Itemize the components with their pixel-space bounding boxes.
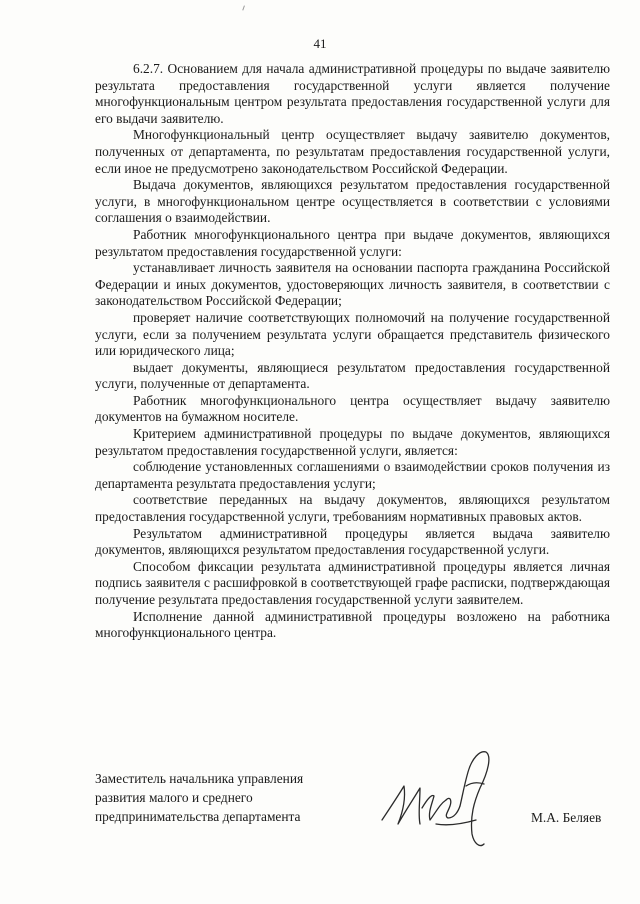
scan-speck	[242, 5, 247, 11]
paragraph: Выдача документов, являющихся результатом предоставления государственной услуги, в многофункциональном центре осуществляется в соответствии с условиями соглашения о взаимодействии.	[95, 177, 610, 226]
paragraph: Многофункциональный центр осуществляет выдачу заявителю документов, полученных от департамента, по результатам предоставления государственной услуги, если иное не предусмотрено законодательством Российской Федерации.	[95, 127, 610, 176]
paragraph: Критерием административной процедуры по выдаче документов, являющихся результатом предоставления государственной услуги, является:	[95, 426, 610, 458]
position-line: развития малого и среднего	[95, 790, 253, 805]
document-body	[95, 61, 610, 642]
paragraph: выдает документы, являющиеся результатом предоставления государственной услуги, полученные от департамента.	[95, 359, 610, 392]
paragraph: 6.2.7. Основанием для начала административной процедуры по выдаче заявителю результата предоставления государственной услуги является получение многофункциональным центром результата предоставления государственной услуги для его выдачи заявителю.	[95, 61, 610, 126]
paragraph: Работник многофункционального центра при выдаче документов, являющихся результатом предоставления государственной услуги:	[95, 226, 610, 259]
paragraph: Исполнение данной административной процедуры возложено на работника многофункционального центра.	[95, 608, 610, 641]
handwritten-signature	[376, 738, 506, 858]
signatory-position	[95, 769, 355, 826]
position-line: предпринимательства департамента	[95, 809, 301, 824]
paragraph: устанавливает личность заявителя на основании паспорта гражданина Российской Федерации и иных документов, удостоверяющих личность заявителя, в соответствии с законодательством Российской Федерации;	[95, 260, 610, 309]
paragraph: Результатом административной процедуры является выдача заявителю документов, являющихся результатом предоставления государственной услуги.	[95, 525, 610, 558]
signatory-name: М.А. Беляев	[531, 810, 602, 825]
paragraph: Способом фиксации результата административной процедуры является личная подпись заявителя с расшифровкой в соответствующей графе расписки, подтверждающая получение результата предоставления государственной услуги заявителем.	[95, 558, 610, 607]
page-number: 41	[313, 36, 327, 51]
paragraph: проверяет наличие соответствующих полномочий на получение государственной услуги, если за получением результата услуги обращается представитель физического или юридического лица;	[95, 309, 610, 359]
paragraph: Работник многофункционального центра осуществляет выдачу заявителю документов на бумажном носителе.	[95, 392, 610, 425]
paragraph: соответствие переданных на выдачу документов, являющихся результатом предоставления государственной услуги, требованиям нормативных правовых актов.	[95, 492, 610, 525]
paragraph: соблюдение установленных соглашениями о взаимодействии сроков получения из департамента результата предоставления услуги;	[95, 459, 610, 491]
position-line: Заместитель начальника управления	[95, 771, 304, 786]
